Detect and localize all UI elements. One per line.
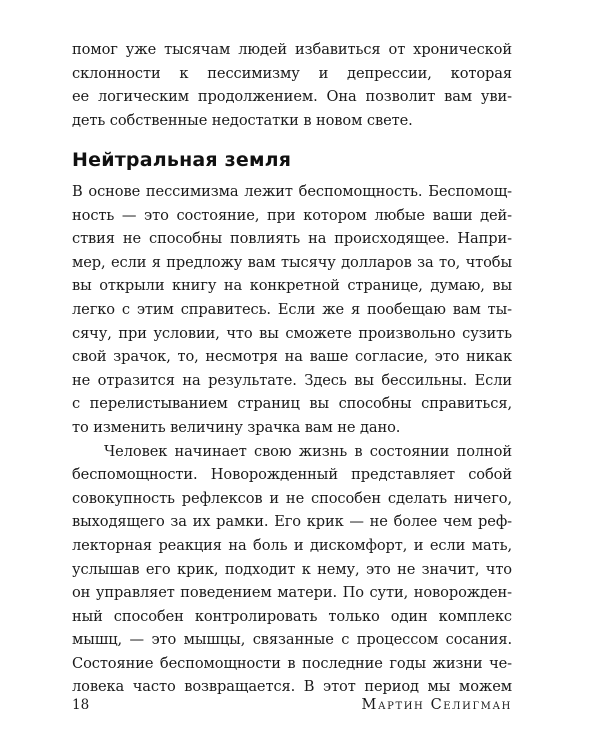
text-line: с перелистыванием страниц вы способны справиться,: [72, 395, 512, 413]
text-line: сячу, при условии, что вы сможете произвольно сузить: [72, 324, 512, 342]
paragraph-1: [72, 180, 512, 440]
text-line: ствия не способны повлиять на происходящее. Напри-: [72, 230, 512, 248]
text-line: выходящего за их рамки. Его крик — не более чем реф-: [72, 513, 512, 531]
text-line: легко с этим справитесь. Если же я пообещаю вам ты-: [72, 300, 512, 318]
text-line: совокупность рефлексов и не способен сделать ничего,: [72, 489, 512, 507]
text-line: не отразится на результате. Здесь вы бессильны. Если: [72, 371, 512, 389]
running-footer: [72, 697, 512, 719]
text-line: Человек начинает свою жизнь в состоянии полной: [104, 442, 512, 460]
page-number: 18: [72, 697, 90, 713]
text-line: мышц, — это мышцы, связанные с процессом сосания.: [72, 631, 512, 649]
text-line: В основе пессимизма лежит беспомощность. Беспомощ-: [72, 183, 512, 200]
paragraph-2: [72, 440, 512, 700]
text-line: он управляет поведением матери. По сути, новорожден-: [72, 584, 512, 602]
text-line: беспомощности. Новорожденный представляет собой: [72, 466, 512, 484]
section-heading: Нейтральная земля: [72, 149, 292, 171]
text-line: помог уже тысячам людей избавиться от хронической: [72, 41, 512, 58]
text-line: услышав его крик, подходит к нему, это не значит, что: [72, 560, 512, 578]
author-name: Мартин Селигман: [361, 697, 512, 713]
text-line: свой зрачок, то, несмотря на ваше согласие, это никак: [72, 348, 512, 366]
body-text: [72, 180, 512, 699]
text-line: ный способен контролировать только один комплекс: [72, 607, 512, 625]
text-line: вы открыли книгу на конкретной странице, думаю, вы: [72, 277, 512, 295]
intro-paragraph: [72, 38, 512, 132]
text-line: то изменить величину зрачка вам не дано.: [72, 418, 401, 436]
text-line: мер, если я предложу вам тысячу долларов за то, чтобы: [72, 253, 512, 271]
text-line: лекторная реакция на боль и дискомфорт, и если мать,: [72, 536, 512, 554]
text-line: ее логическим продолжением. Она позволит вам уви-: [72, 88, 512, 106]
text-line: деть собственные недостатки в новом свете.: [72, 111, 413, 129]
text-line: ловека часто возвращается. В этот период мы можем: [72, 678, 512, 696]
text-line: склонности к пессимизму и депрессии, которая: [72, 64, 512, 82]
text-line: ность — это состояние, при котором любые ваши дей-: [72, 206, 512, 224]
text-line: Состояние беспомощности в последние годы жизни че-: [72, 654, 512, 672]
